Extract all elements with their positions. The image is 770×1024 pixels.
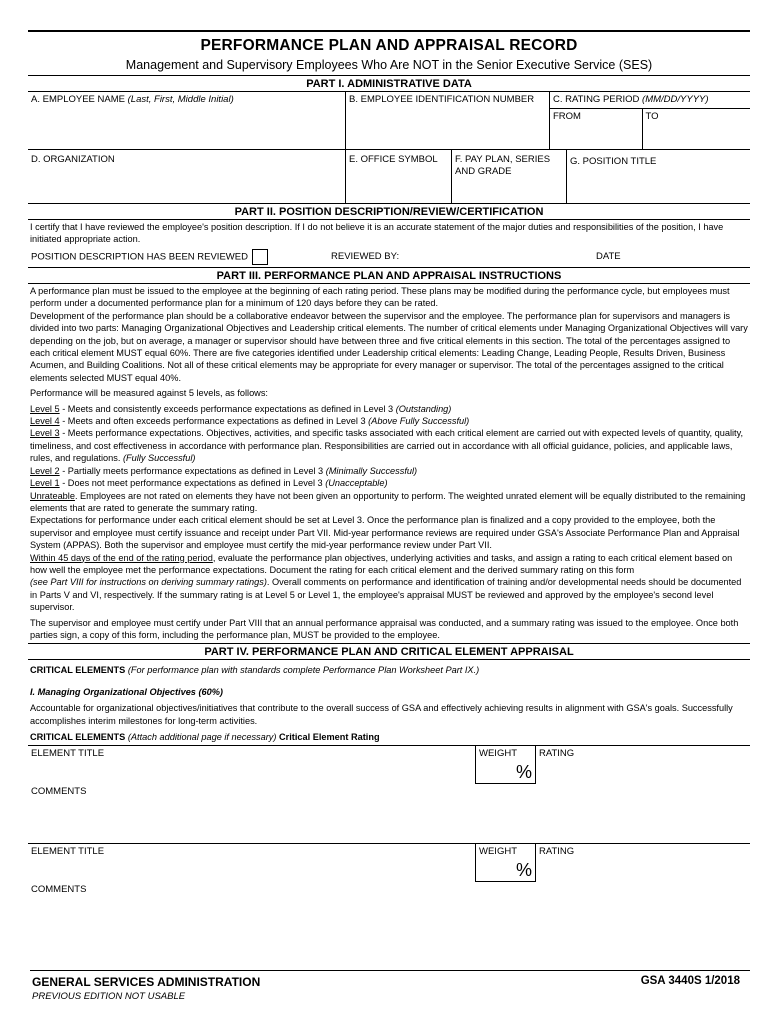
from-label: FROM (553, 111, 581, 122)
level3-text: - Meets performance expectations. Objectives, activities, and specific tasks associated with each critical element are carried out with expected levels of quantity, quality, timeliness, and cost effectiveness in accordance with performance plan. Responsibilities are carried out in accordance with all official guidance, policies, and applicable laws, rules, and regulations. (30, 428, 744, 464)
rating-period-hint: (MM/DD/YYYY) (642, 94, 709, 105)
element-2-weight-label: WEIGHT (479, 846, 517, 858)
within-text: , evaluate the performance plan objectives, underlying activities and tasks, and assign a rating to each critical element based on how well the employee met the performance expectations. Document the rating for each critical element and the derived summary rating on this form (30, 552, 733, 575)
see-note: (see Part VIII for instructions on deriving summary ratings) (30, 577, 267, 588)
element-2-rating-field[interactable] (535, 844, 595, 882)
top-rule (28, 30, 750, 32)
agency-name: GENERAL SERVICES ADMINISTRATION (32, 975, 261, 989)
position-title-label: G. POSITION TITLE (570, 156, 657, 167)
organization-field[interactable] (28, 150, 345, 203)
element-1-comments-field[interactable] (28, 784, 750, 799)
level4-label: Level 4 (30, 416, 60, 427)
critical2-hint: (Attach additional page if necessary) (127, 732, 280, 742)
pd-reviewed-checkbox[interactable] (252, 249, 268, 265)
element-2-percent: % (515, 860, 532, 881)
instr-p4: Expectations for performance under each critical element should be set at Level 3. Once the performance plan is finalized and a copy provided to the employee, both the supervisor and employee must certify issuance and receipt under Part VII. Mid-year performance reviews are required under GSA's Associate Performance Plan and Appraisal System (APPAS). Both the supervisor and employee must certify the mid-year performance review under Part VII. (30, 515, 740, 551)
critical-label: CRITICAL ELEMENTS (30, 665, 128, 676)
rating-period-label (550, 92, 750, 108)
level2-note: (Minimally Successful) (325, 465, 418, 476)
form-footer (30, 970, 750, 1002)
level1-label: Level 1 (30, 478, 60, 489)
section-title: I. Managing Organizational Objectives (60%) (30, 686, 223, 697)
element-2-comments-label: COMMENTS (31, 884, 87, 896)
level5-text: - Meets and consistently exceeds performance expectations as defined in Level 3 (59, 403, 396, 414)
office-symbol-field[interactable] (345, 150, 451, 203)
see-text: . Overall comments on performance and identification of training and/or developmental needs should be documented in Parts V and VI, respectively. If the summary rating is at Level 5 or Level 1, the employee's appraisal MUST be reviewed and approved by the employee's second level supervisor. (30, 577, 742, 613)
level3-note: (Fully Successful) (122, 453, 196, 464)
to-label: TO (645, 111, 659, 122)
pay-plan-field[interactable] (451, 150, 566, 203)
level1-text: - Does not meet performance expectations as defined in Level 3 (59, 478, 326, 489)
element-1-weight-label: WEIGHT (479, 748, 517, 760)
element-2-row (28, 844, 750, 882)
rating-period-label-text: C. RATING PERIOD (553, 94, 643, 105)
form-page (28, 30, 750, 934)
element-2-comments-field[interactable] (28, 882, 750, 897)
review-date-field[interactable] (596, 251, 746, 262)
element-1-rating-label: RATING (539, 748, 575, 760)
within-label: Within 45 days of the end of the rating period (30, 552, 213, 563)
rating-to-field[interactable] (642, 109, 750, 150)
level5-label: Level 5 (30, 403, 60, 414)
rating-period-dates (550, 108, 750, 150)
element-1-rating-field[interactable] (535, 746, 595, 784)
rating-from-field[interactable] (550, 109, 642, 150)
instr-p5: The supervisor and employee must certify under Part VIII that an annual performance appraisal was conducted, and a summary rating was issued to the employee. Once both parties sign, a copy of this form, including the performance plan, MUST be provided to the employee. (30, 617, 739, 640)
office-symbol-label: E. OFFICE SYMBOL (349, 154, 438, 165)
critical-elements-intro (28, 660, 750, 676)
review-row (28, 246, 750, 267)
part1-row2 (28, 149, 750, 203)
unrateable-text: . Employees are not rated on elements they have not been given an opportunity to perform. The weighted unrated element will be equally distributed to the remaining elements that are rated to generate the summary rating. (30, 490, 746, 513)
edition-note: PREVIOUS EDITION NOT USABLE (32, 991, 186, 1002)
form-number: GSA 3440S 1/2018 (640, 975, 740, 987)
part2-heading: PART II. POSITION DESCRIPTION/REVIEW/CERTIFICATION (28, 203, 750, 220)
within-item (30, 552, 748, 577)
pd-reviewed (28, 249, 331, 265)
element-2-rating-label: RATING (539, 846, 575, 858)
level5-note: (Outstanding) (395, 403, 452, 414)
pay-plan-label: F. PAY PLAN, SERIES AND GRADE (455, 154, 551, 177)
form-subtitle: Management and Supervisory Employees Who Are NOT in the Senior Executive Service (SES) (125, 58, 653, 72)
level2-label: Level 2 (30, 465, 60, 476)
critical2-label: CRITICAL ELEMENTS (30, 732, 128, 742)
employee-name-field[interactable] (28, 92, 345, 149)
level1-item (30, 477, 748, 489)
employee-name-label: A. EMPLOYEE NAME (31, 94, 128, 105)
element-block-2 (28, 843, 750, 934)
element-2-title-field[interactable] (28, 844, 475, 882)
form-title: PERFORMANCE PLAN AND APPRAISAL RECORD (200, 37, 578, 54)
level4-item (30, 415, 748, 427)
element-1-percent: % (515, 762, 532, 783)
level5-item (30, 403, 748, 415)
element-2-weight-field[interactable] (475, 844, 535, 882)
reviewed-by-label: REVIEWED BY: (331, 251, 400, 262)
part3-instructions (28, 284, 750, 642)
employee-id-label: B. EMPLOYEE IDENTIFICATION NUMBER (349, 94, 535, 105)
element-1-row (28, 746, 750, 784)
level4-note: (Above Fully Successful) (368, 416, 470, 427)
critical-elements-sub (28, 727, 750, 745)
part1-row1 (28, 92, 750, 149)
employee-id-field[interactable] (345, 92, 549, 149)
part4-heading: PART IV. PERFORMANCE PLAN AND CRITICAL ELEMENT APPRAISAL (28, 643, 750, 660)
employee-name-hint: (Last, First, Middle Initial) (127, 94, 234, 105)
level4-text: - Meets and often exceeds performance expectations as defined in Level 3 (59, 416, 369, 427)
review-date-label: DATE (596, 251, 621, 262)
rating-period-group (549, 92, 750, 149)
element-1-title-label: ELEMENT TITLE (31, 748, 105, 760)
part3-heading: PART III. PERFORMANCE PLAN AND APPRAISAL INSTRUCTIONS (28, 267, 750, 284)
element-2-title-label: ELEMENT TITLE (31, 846, 105, 858)
reviewed-by-field[interactable] (331, 251, 596, 262)
level3-label: Level 3 (30, 428, 60, 439)
unrateable-label: Unrateable (30, 490, 75, 501)
element-1-comments-label: COMMENTS (31, 786, 87, 798)
organization-label: D. ORGANIZATION (31, 154, 115, 165)
level2-item (30, 465, 748, 477)
element-1-title-field[interactable] (28, 746, 475, 784)
instr-p3: Performance will be measured against 5 levels, as follows: (30, 388, 268, 399)
element-1-weight-field[interactable] (475, 746, 535, 784)
level3-item (30, 427, 748, 464)
section-text: Accountable for organizational objectives/initiatives that contribute to the overall success of GSA and effectively achieving results in alignment with GSA's goals. Successfully accomplishes interim milestones for long-term activities. (30, 703, 733, 726)
pd-reviewed-label: POSITION DESCRIPTION HAS BEEN REVIEWED (31, 251, 248, 263)
critical2-rating: Critical Element Rating (279, 732, 380, 742)
level2-text: - Partially meets performance expectations as defined in Level 3 (59, 465, 326, 476)
instr-p2: Development of the performance plan should be a collaborative endeavor between the supervisor and the employee. The performance plan for supervisors and managers is divided into two parts: Managing Organizational Objectives and Leadership critical elements. The number of critical elements under Managing Organizational Objectives will vary depending on the job, but on average, a manager or supervisor should have between three and five critical elements in this section. The total of the percentages assigned to each critical element MUST equal 60%. There are five categories identified under Leadership critical elements: Leading Change, Leading People, Results Driven, Business Acumen, and Building Coalitions. Not all of these critical elements may be appropriate for every manager or supervisor. The total of the percentages assigned to the critical elements selected MUST equal 40%. (30, 310, 748, 383)
level1-note: (Unacceptable) (325, 478, 388, 489)
see-item (30, 576, 748, 613)
position-title-field[interactable] (566, 150, 750, 203)
part1-heading: PART I. ADMINISTRATIVE DATA (28, 75, 750, 92)
critical-hint: (For performance plan with standards complete Performance Plan Worksheet Part IX.) (127, 665, 480, 676)
certify-text: I certify that I have reviewed the employee's position description. If I do not believe it is an accurate statement of the major duties and responsibilities of the position, I have initiated appropriate action. (30, 222, 724, 244)
element-block-1 (28, 745, 750, 843)
instr-p1: A performance plan must be issued to the employee at the beginning of each rating period. These plans may be modified during the performance cycle, but employees must perform under a documented performance plan for a minimum of 120 days before they can be rated. (30, 286, 730, 309)
unrateable-item (30, 490, 748, 515)
